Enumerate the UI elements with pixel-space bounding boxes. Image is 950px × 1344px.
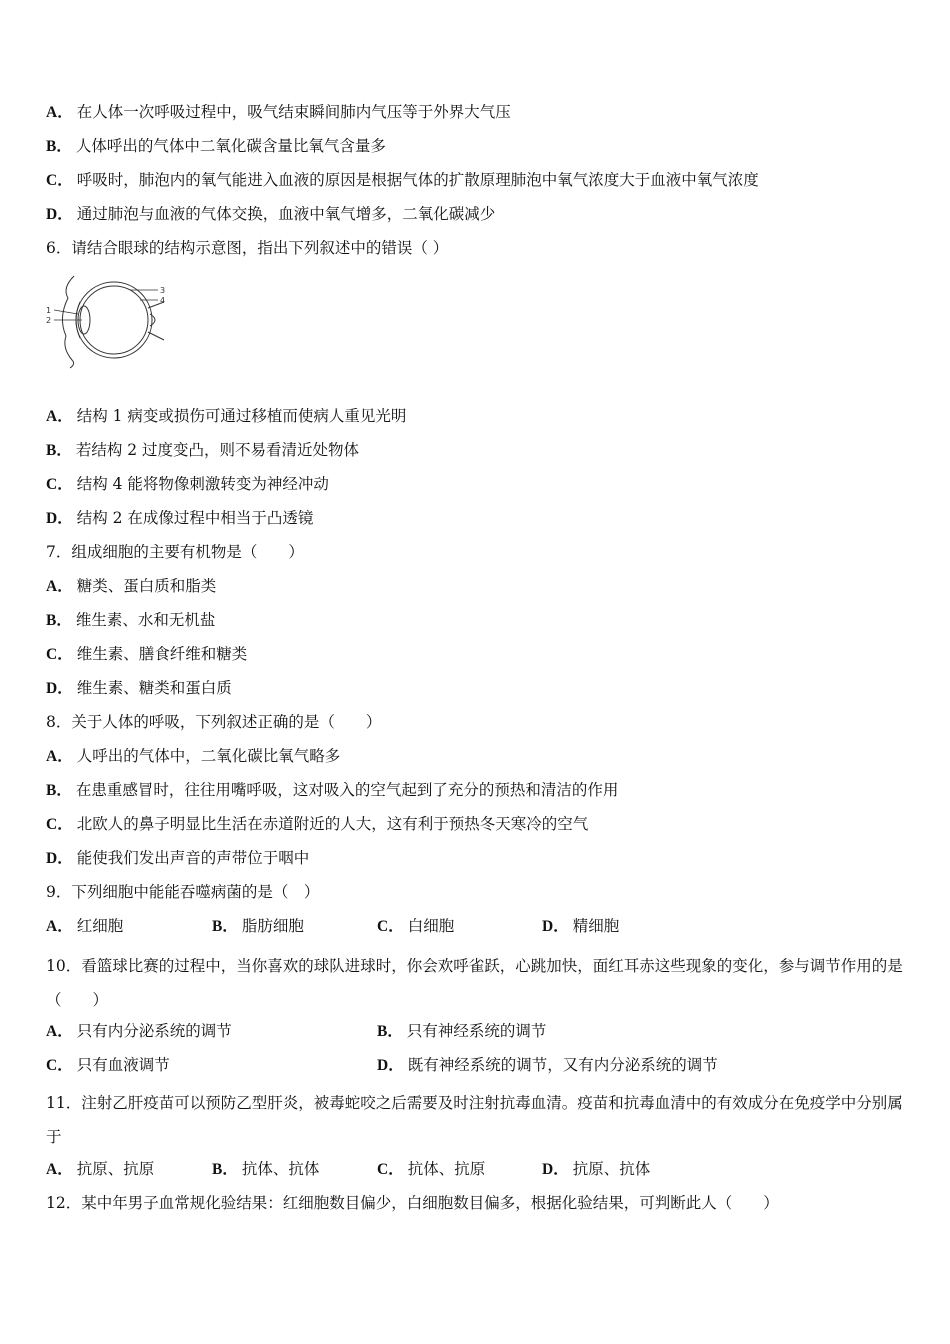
- q5-option-d: [46, 203, 495, 226]
- q6-option-d: [46, 507, 313, 530]
- q10-option-c: [46, 1054, 170, 1077]
- option-label: C．: [46, 172, 73, 189]
- q6-stem: 6．请结合眼球的结构示意图，指出下列叙述中的错误（ ）: [46, 239, 449, 257]
- q10-option-d: [377, 1054, 718, 1077]
- option-label: A．: [46, 1023, 73, 1040]
- option-text: 在患重感冒时，往往用嘴呼吸，这对吸入的空气起到了充分的预热和清洁的作用: [75, 781, 619, 799]
- q6-option-b: [46, 439, 359, 462]
- q8-option-b: [46, 779, 618, 802]
- option-label: A．: [46, 578, 73, 595]
- option-label: B．: [46, 782, 72, 799]
- option-text: 糖类、蛋白质和脂类: [76, 577, 217, 595]
- q10-option-b: [377, 1020, 546, 1043]
- diagram-label-2: 2: [46, 316, 52, 325]
- option-text: 维生素、糖类和蛋白质: [76, 679, 232, 697]
- q7-option-b: [46, 609, 215, 632]
- q9-option-d: [542, 915, 619, 938]
- option-text: 能使我们发出声音的声带位于咽中: [76, 849, 310, 867]
- option-text: 结构 1 病变或损伤可通过移植而使病人重见光明: [76, 407, 407, 425]
- q10-option-a: [46, 1020, 232, 1043]
- option-label: D．: [542, 918, 569, 935]
- q5-option-a: [46, 101, 511, 124]
- option-text: 人呼出的气体中，二氧化碳比氧气略多: [76, 747, 341, 765]
- option-text: 红细胞: [76, 917, 124, 935]
- q11-stem: 11．注射乙肝疫苗可以预防乙型肝炎，被毒蛇咬之后需要及时注射抗毒血清。疫苗和抗毒血清中的有效成分在免疫学中分别属于: [46, 1094, 903, 1146]
- option-label: D．: [46, 510, 73, 527]
- option-label: D．: [542, 1161, 569, 1178]
- q11-option-a: [46, 1158, 154, 1181]
- q8-option-c: [46, 813, 588, 836]
- option-label: B．: [46, 612, 72, 629]
- q7-option-d: [46, 677, 232, 700]
- option-text: 结构 2 在成像过程中相当于凸透镜: [76, 509, 314, 527]
- option-label: A．: [46, 918, 73, 935]
- q11-option-b: [212, 1158, 319, 1181]
- option-label: B．: [46, 138, 72, 155]
- option-text: 在人体一次呼吸过程中，吸气结束瞬间肺内气压等于外界大气压: [76, 103, 511, 121]
- option-label: D．: [46, 206, 73, 223]
- q9-option-c: [377, 915, 454, 938]
- option-text: 抗原、抗体: [572, 1160, 651, 1178]
- q11-option-d: [542, 1158, 650, 1181]
- option-text: 抗体、抗原: [407, 1160, 486, 1178]
- option-text: 人体呼出的气体中二氧化碳含量比氧气含量多: [75, 137, 386, 155]
- q11-option-c: [377, 1158, 485, 1181]
- option-text: 既有神经系统的调节，又有内分泌系统的调节: [407, 1056, 718, 1074]
- option-label: A．: [46, 748, 73, 765]
- q7-option-a: [46, 575, 216, 598]
- diagram-label-3: 3: [160, 286, 166, 295]
- q5-option-c: [46, 169, 759, 192]
- option-text: 维生素、水和无机盐: [75, 611, 216, 629]
- option-text: 维生素、膳食纤维和糖类: [76, 645, 248, 663]
- q8-stem: 8．关于人体的呼吸，下列叙述正确的是（ ）: [46, 713, 382, 731]
- option-label: B．: [212, 918, 238, 935]
- option-label: C．: [377, 918, 404, 935]
- option-text: 脂肪细胞: [241, 917, 304, 935]
- option-label: C．: [46, 1057, 73, 1074]
- option-text: 通过肺泡与血液的气体交换，血液中氧气增多，二氧化碳减少: [76, 205, 496, 223]
- q7-option-c: [46, 643, 247, 666]
- q8-option-d: [46, 847, 309, 870]
- option-label: C．: [46, 646, 73, 663]
- q9-option-a: [46, 915, 123, 938]
- option-text: 北欧人的鼻子明显比生活在赤道附近的人大，这有利于预热冬天寒冷的空气: [76, 815, 589, 833]
- option-label: A．: [46, 104, 73, 121]
- q5-option-b: [46, 135, 386, 158]
- q6-option-a: [46, 405, 406, 428]
- option-text: 只有内分泌系统的调节: [76, 1022, 232, 1040]
- eye-structure-diagram: [44, 268, 174, 373]
- diagram-label-4: 4: [160, 296, 166, 305]
- option-label: A．: [46, 408, 73, 425]
- option-label: D．: [46, 680, 73, 697]
- q10-stem: 10．看篮球比赛的过程中，当你喜欢的球队进球时，你会欢呼雀跃，心跳加快，面红耳赤这些现象的变化，参与调节作用的是（ ）: [46, 957, 903, 1009]
- q9-stem: 9．下列细胞中能能吞噬病菌的是（ ）: [46, 883, 320, 901]
- q7-stem: 7．组成细胞的主要有机物是（ ）: [46, 543, 304, 561]
- option-label: D．: [46, 850, 73, 867]
- option-label: C．: [46, 476, 73, 493]
- option-text: 精细胞: [572, 917, 620, 935]
- option-text: 呼吸时，肺泡内的氧气能进入血液的原因是根据气体的扩散原理肺泡中氧气浓度大于血液中氧气浓度: [76, 171, 759, 189]
- option-text: 只有血液调节: [76, 1056, 170, 1074]
- q12-stem: 12．某中年男子血常规化验结果：红细胞数目偏少，白细胞数目偏多，根据化验结果，可判断此人（ ）: [46, 1194, 779, 1212]
- option-label: C．: [377, 1161, 404, 1178]
- option-label: B．: [212, 1161, 238, 1178]
- option-label: D．: [377, 1057, 404, 1074]
- q8-option-a: [46, 745, 340, 768]
- q9-option-b: [212, 915, 304, 938]
- option-label: C．: [46, 816, 73, 833]
- option-text: 抗原、抗原: [76, 1160, 155, 1178]
- option-label: B．: [46, 442, 72, 459]
- q6-option-c: [46, 473, 329, 496]
- option-label: B．: [377, 1023, 403, 1040]
- option-text: 抗体、抗体: [241, 1160, 320, 1178]
- option-text: 白细胞: [407, 917, 455, 935]
- option-label: A．: [46, 1161, 73, 1178]
- option-text: 结构 4 能将物像刺激转变为神经冲动: [76, 475, 329, 493]
- option-text: 只有神经系统的调节: [406, 1022, 547, 1040]
- diagram-label-1: 1: [46, 306, 52, 315]
- option-text: 若结构 2 过度变凸，则不易看清近处物体: [75, 441, 360, 459]
